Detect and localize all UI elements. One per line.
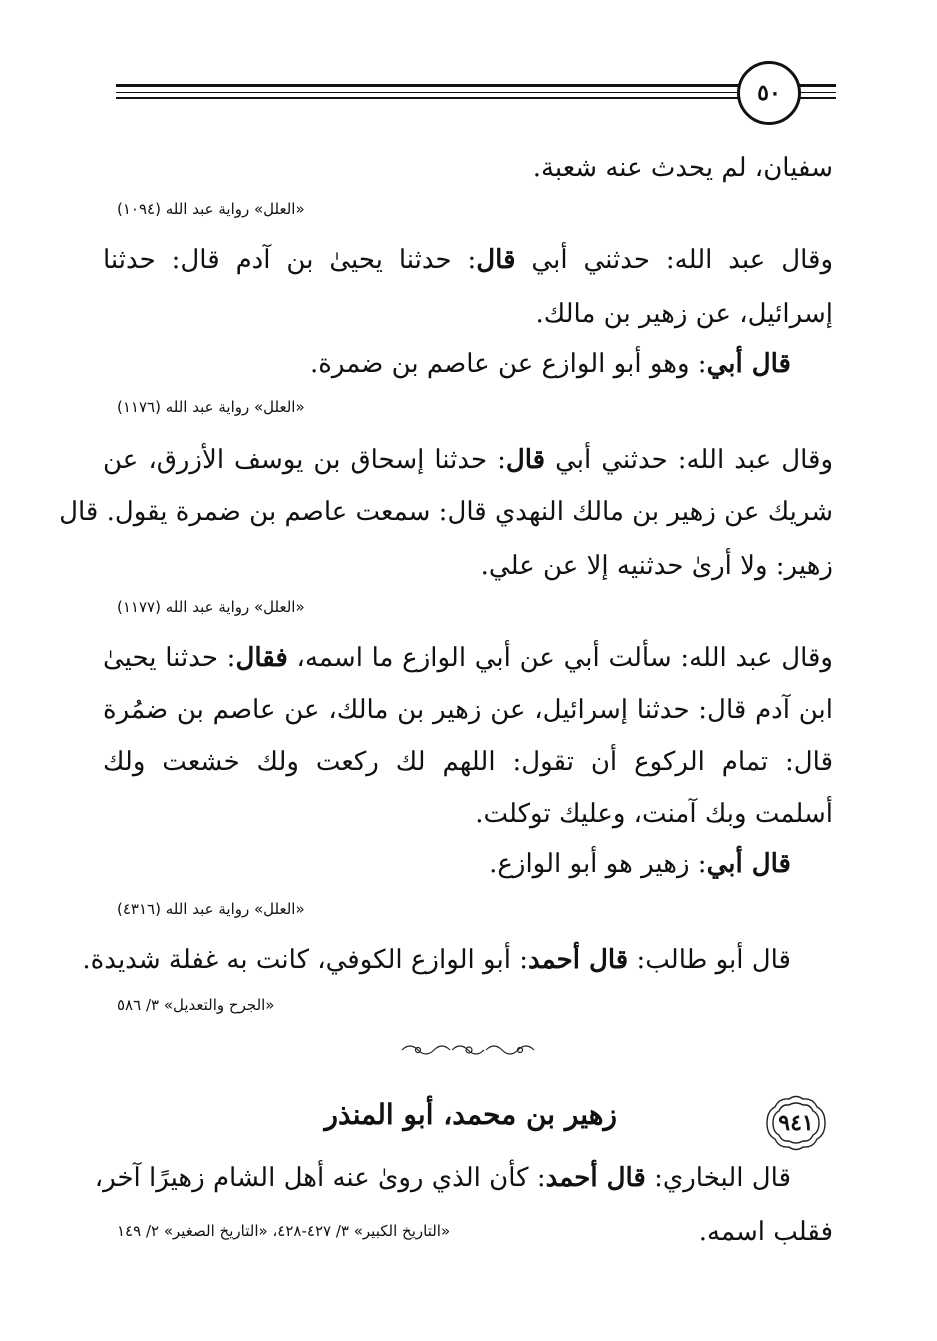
entry-number-badge: [757, 1094, 835, 1152]
citation: «العلل» رواية عبد الله (٤٣١٦): [117, 900, 305, 918]
text-line: وقال عبد الله: حدثني أبي قال: حدثنا يحيىٰ بن آدم قال: حدثنا: [103, 245, 833, 275]
text-line: قال أبي: وهو أبو الوازع عن عاصم بن ضمرة.: [309, 349, 791, 379]
ornament-divider-icon: [398, 1040, 540, 1060]
text-line: سفيان، لم يحدث عنه شعبة.: [532, 153, 833, 183]
text-line: أسلمت وبك آمنت، وعليك توكلت.: [475, 799, 833, 829]
page-number: ٥٠: [737, 61, 801, 125]
text-line: فقلب اسمه.: [698, 1217, 833, 1247]
header-rule: [116, 92, 836, 93]
citation: «العلل» رواية عبد الله (١١٧٧): [117, 598, 305, 616]
text-line: إسرائيل، عن زهير بن مالك.: [535, 299, 833, 329]
text-line: وقال عبد الله: سألت أبي عن أبي الوازع ما اسمه، فقال: حدثنا يحيىٰ: [103, 643, 833, 673]
entry-title: زهير بن محمد، أبو المنذر: [324, 1098, 617, 1131]
text-line: زهير: ولا أرىٰ حدثنيه إلا عن علي.: [480, 551, 833, 581]
text-line: قال: تمام الركوع أن تقول: اللهم لك ركعت ولك خشعت ولك: [103, 747, 833, 777]
text-line: قال أبي: زهير هو أبو الوازع.: [489, 849, 791, 879]
header-rule: [116, 84, 836, 87]
text-line: شريك عن زهير بن مالك النهدي قال: سمعت عاصم بن ضمرة يقول. قال: [59, 497, 833, 527]
text-line: قال البخاري: قال أحمد: كأن الذي روىٰ عنه أهل الشام زهيرًا آخر،: [94, 1163, 791, 1193]
citation: «التاريخ الكبير» ٣/ ٤٢٧-٤٢٨، «التاريخ الصغير» ٢/ ١٤٩: [117, 1222, 451, 1240]
header-rule: [116, 97, 836, 99]
text-line: ابن آدم قال: حدثنا إسرائيل، عن زهير بن مالك، عن عاصم بن ضمُرة: [103, 695, 833, 725]
citation: «العلل» رواية عبد الله (١٠٩٤): [117, 200, 305, 218]
text-line: قال أبو طالب: قال أحمد: أبو الوازع الكوفي، كانت به غفلة شديدة.: [82, 945, 791, 975]
citation: «العلل» رواية عبد الله (١١٧٦): [117, 398, 305, 416]
citation: «الجرح والتعديل» ٣/ ٥٨٦: [117, 996, 275, 1014]
entry-number: ٩٤١: [778, 1110, 814, 1136]
text-line: وقال عبد الله: حدثني أبي قال: حدثنا إسحاق بن يوسف الأزرق، عن: [103, 445, 834, 475]
